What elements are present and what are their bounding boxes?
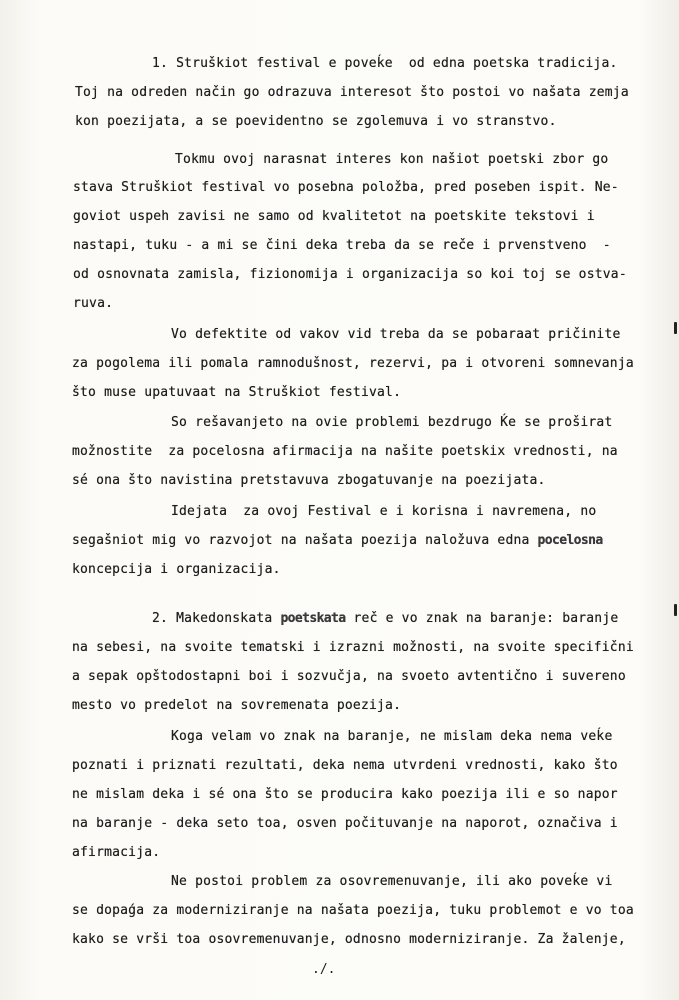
text-line: Koga velam vo znak na baranje, ne mislam deka nema veḱe <box>171 729 613 744</box>
text-line: kon poezijata, a se poevidentno se zgolemuva i vo stranstvo. <box>75 114 557 129</box>
text-line: Toj na odreden način go odrazuva interesot što postoi vo našata zemja <box>75 85 629 100</box>
text-line: možnostite za pocelosna afirmacija na našite poetskix vrednosti, na <box>72 444 618 459</box>
text-line: Idejata za ovoj Festival e i korisna i navremena, no <box>171 504 597 519</box>
text-line: ruva. <box>73 296 114 311</box>
text-line: afirmacija. <box>72 845 161 860</box>
text-line: stava Struškiot festival vo posebna položba, pred poseben ispit. Ne- <box>73 180 619 195</box>
margin-mark <box>674 604 677 616</box>
text-line: Tokmu ovoj narasnat interes kon našiot poetski zbor go <box>175 152 609 167</box>
text-line: koncepcija i organizacija. <box>72 562 281 577</box>
struck-word: poetskata <box>280 611 346 626</box>
text-line: na baranje - deka seto toa, osven počituvanje na naporot, označiva i <box>72 816 618 831</box>
text-line: goviot uspeh zavisi ne samo od kvalitetot na poetskite tekstovi i <box>73 209 595 224</box>
text-line: mesto vo predelot na sovremenata poezija. <box>72 698 402 713</box>
text-segment: segašniot mig vo razvojot na našata poezija naložuva edna <box>72 533 538 548</box>
text-line: poznati i priznati rezultati, deka nema utvrdeni vrednosti, kako što <box>72 758 618 773</box>
text-line: što muse upatuvaat na Struškiot festival. <box>72 385 402 400</box>
text-line: a sepak opštodostapni boi i sozvučja, na svoeto avtentično i suvereno <box>72 669 626 684</box>
page-continuation-marker: ./. <box>312 962 336 977</box>
text-line: sé ona što navistina pretstavuva zbogatuvanje na poezijata. <box>72 473 546 488</box>
text-line: za pogolema ili pomala ramnodušnost, rezervi, pa i otvoreni somnevanja <box>72 356 634 371</box>
text-line: Vo defektite od vakov vid treba da se pobaraat pričinite <box>171 327 621 342</box>
text-line: So rešavanjeto na ovie problemi bezdrugo Ḱe se proširat <box>171 415 613 430</box>
text-line: na sebesi, na svoite tematski i izrazni možnosti, na svoite specifični <box>72 640 634 655</box>
text-line: Ne postoi problem za osovremenuvanje, ili ako poveḱe vi <box>171 874 613 889</box>
text-line: od osnovnata zamisla, fizionomija i organizacija so koi toj se ostva- <box>73 267 627 282</box>
margin-mark <box>674 322 677 334</box>
text-line: se dopaǵa za moderniziranje na našata poezija, tuku problemot e vo toa <box>72 903 634 918</box>
section1-heading-line: 1. Struškiot festival e poveḱe od edna poetska tradicija. <box>152 56 618 71</box>
struck-word: pocelosna <box>537 533 603 548</box>
text-line: kako se vrši toa osovremenuvanje, odnosno moderniziranje. Za žalenje, <box>72 932 626 947</box>
text-line: ne mislam deka i sé ona što se producira kako poezija ili e so napor <box>72 787 618 802</box>
text-segment: 2. Makedonskata <box>152 611 281 626</box>
text-segment: reč e vo znak na baranje: baranje <box>345 611 619 626</box>
section2-heading-line <box>152 611 618 627</box>
text-line <box>72 533 603 549</box>
text-line: nastapi, tuku - a mi se čini deka treba da se reče i prvenstveno - <box>73 238 611 253</box>
